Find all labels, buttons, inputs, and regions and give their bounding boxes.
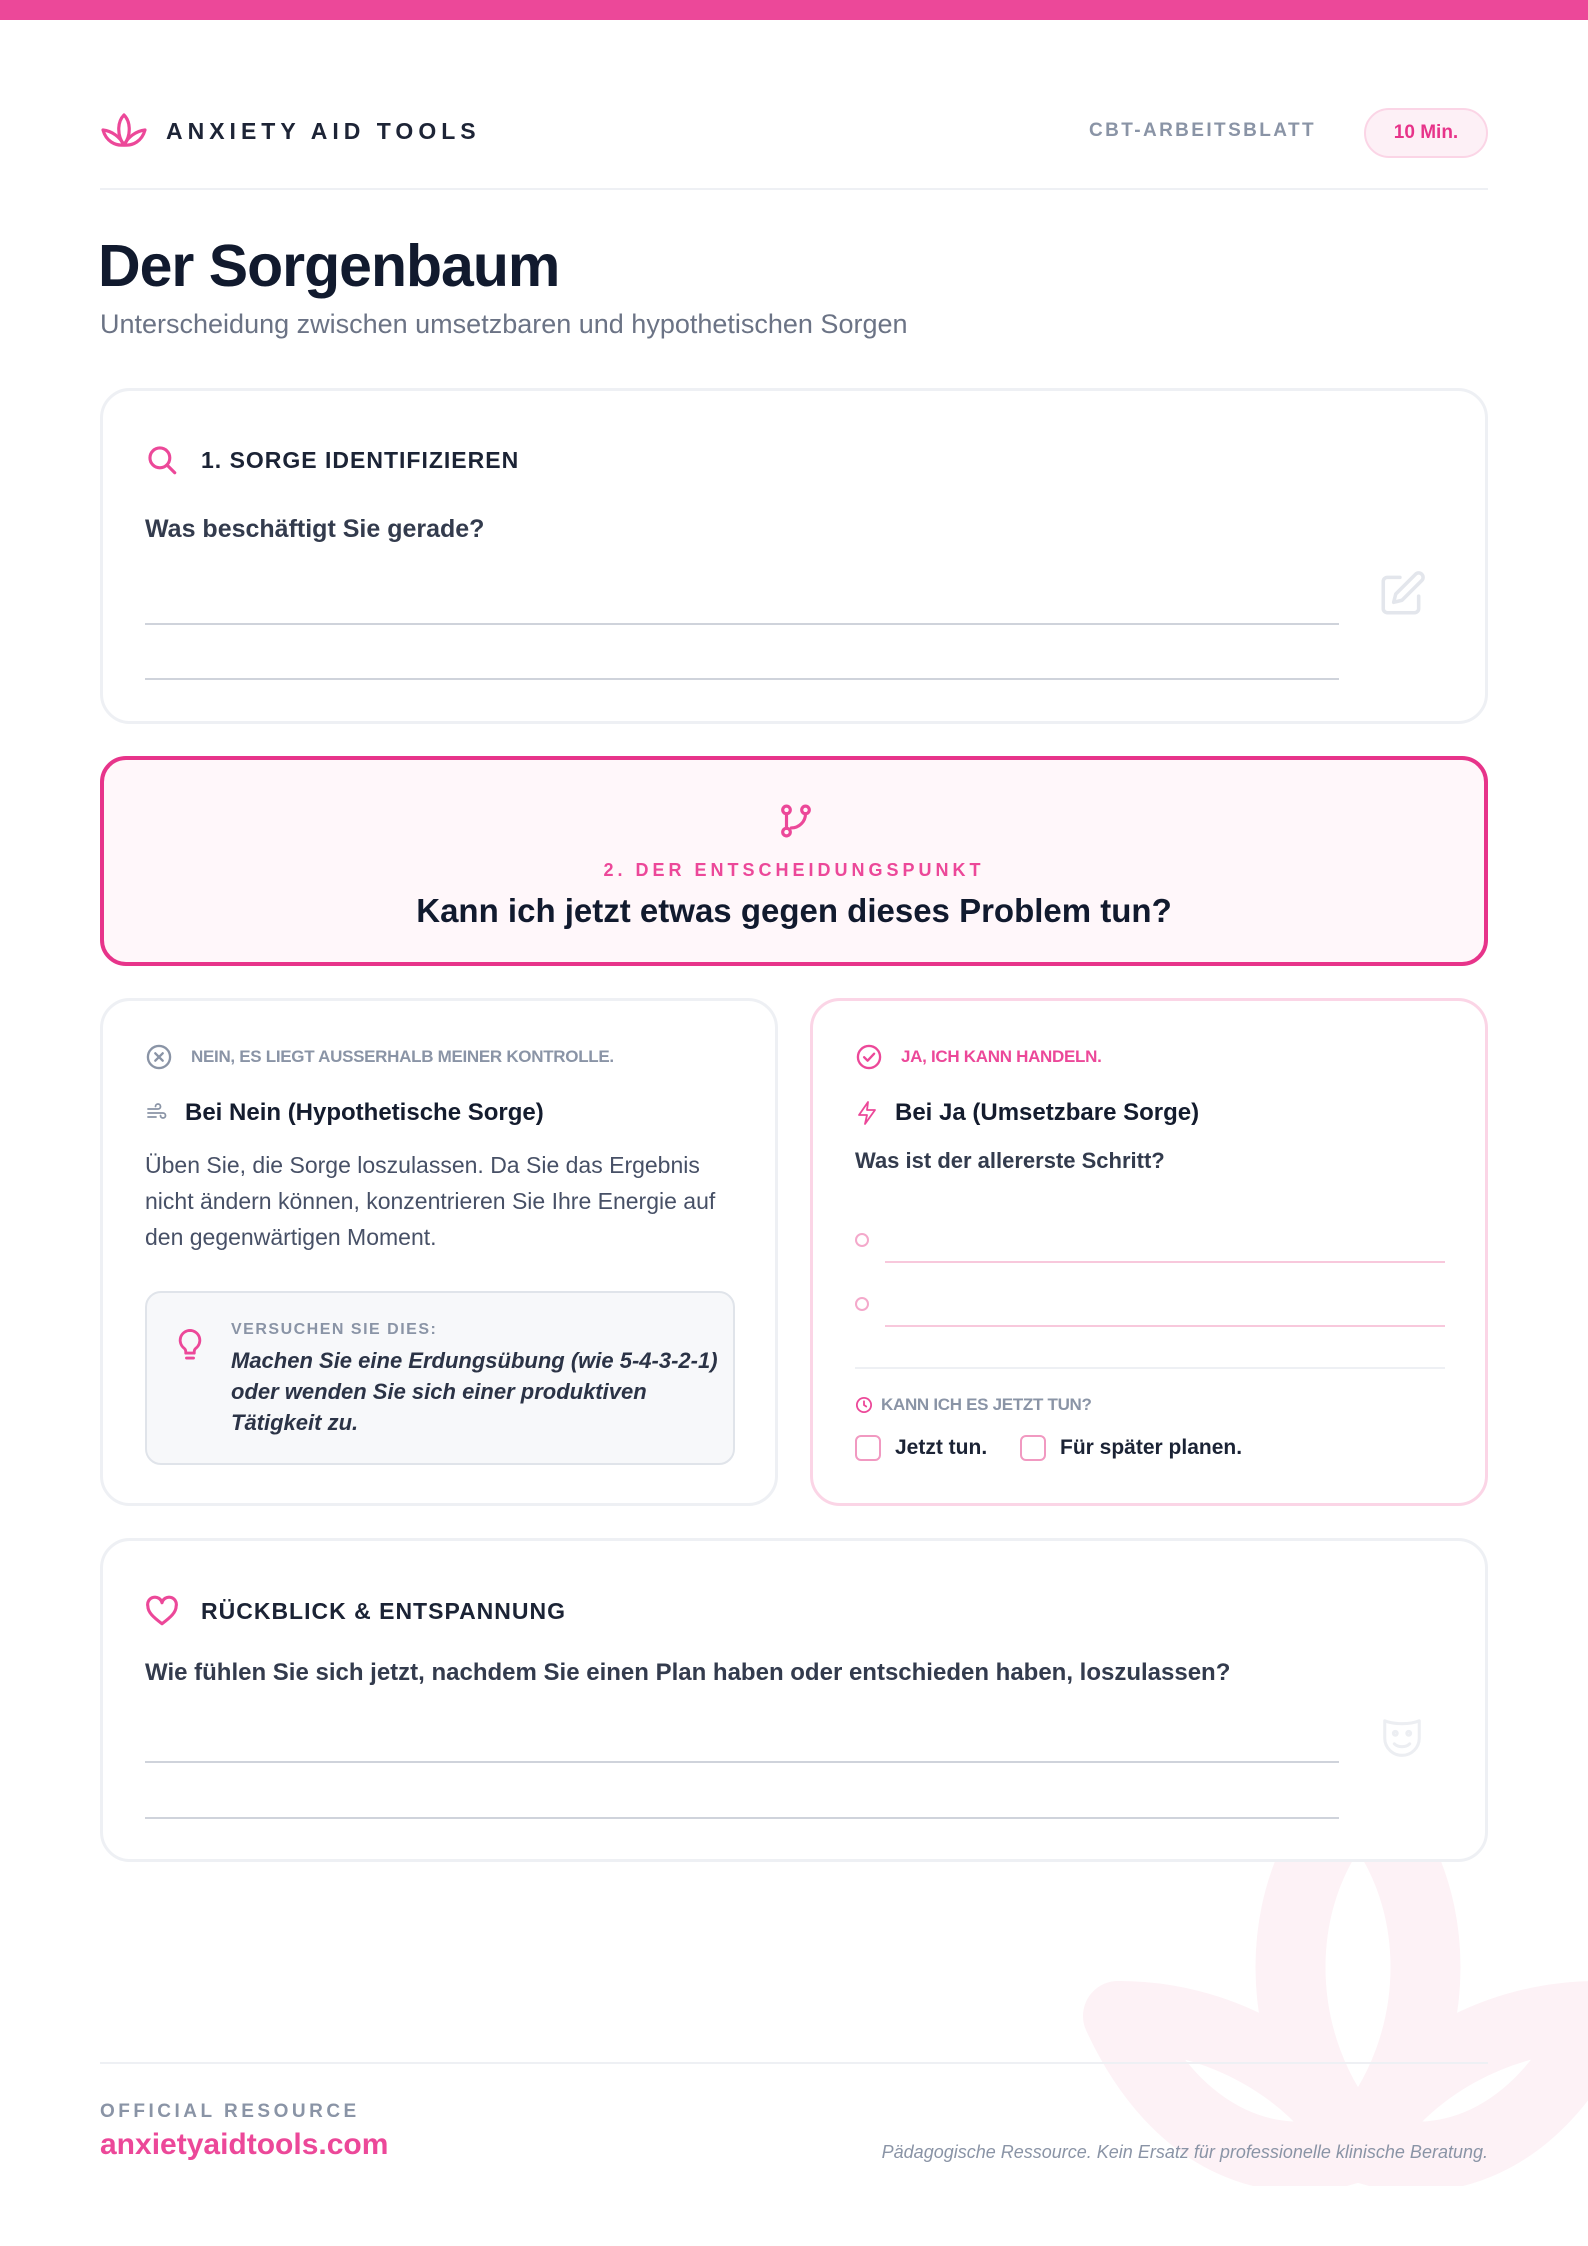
review-card — [100, 1538, 1488, 1862]
lotus-logo-icon — [100, 112, 148, 150]
no-heading-text: Bei Nein (Hypothetische Sorge) — [185, 1099, 544, 1126]
footer-disclaimer: Pädagogische Ressource. Kein Ersatz für professionelle klinische Beratung. — [881, 2142, 1488, 2162]
lightning-icon — [855, 1100, 879, 1126]
no-branch-card — [100, 998, 778, 1506]
checkbox-label: Jetzt tun. — [895, 1436, 988, 1459]
section-header — [145, 443, 519, 477]
section-label: 1. SORGE IDENTIFIZIEREN — [201, 446, 520, 473]
identify-worry-card — [100, 388, 1488, 724]
theater-mask-icon — [1379, 1715, 1425, 1765]
search-icon — [145, 443, 179, 477]
step-input[interactable] — [855, 1287, 1445, 1327]
checkbox[interactable] — [855, 1435, 881, 1461]
step-line — [885, 1261, 1445, 1263]
yes-status-label: JA, ICH KANN HANDELN. — [901, 1047, 1102, 1066]
section-label: RÜCKBLICK & ENTSPANNUNG — [201, 1597, 567, 1624]
tip-text: Machen Sie eine Erdungsübung (wie 5-4-3-2-1) oder wenden Sie sich einer produktiven Tätigkeit zu. — [231, 1348, 718, 1435]
footer-divider — [100, 2062, 1488, 2064]
tip-kicker: VERSUCHEN SIE DIES: — [231, 1321, 438, 1338]
no-body-text: Üben Sie, die Sorge loszulassen. Da Sie das Ergebnis nicht ändern können, konzentrieren Sie Ihre Energie auf den gegenwärtigen Moment. — [145, 1152, 716, 1250]
answer-line[interactable] — [145, 1817, 1339, 1819]
brand — [100, 112, 481, 150]
lightbulb-icon — [173, 1327, 207, 1365]
step-line — [885, 1325, 1445, 1327]
x-circle-icon — [145, 1043, 173, 1071]
do-now-checkbox[interactable] — [855, 1435, 987, 1461]
checkbox-label: Für später planen. — [1060, 1436, 1243, 1459]
section-question: Was beschäftigt Sie gerade? — [145, 515, 485, 543]
page-subtitle: Unterscheidung zwischen umsetzbaren und hypothetischen Sorgen — [100, 309, 908, 339]
header — [100, 108, 1488, 190]
bullet-icon — [855, 1233, 869, 1247]
git-branch-icon — [777, 802, 815, 840]
answer-line[interactable] — [145, 678, 1339, 680]
page-title: Der Sorgenbaum — [98, 233, 560, 299]
footer-kicker: OFFICIAL RESOURCE — [100, 2101, 360, 2122]
heart-icon — [145, 1595, 179, 1627]
step-input[interactable] — [855, 1223, 1445, 1263]
review-question: Wie fühlen Sie sich jetzt, nachdem Sie einen Plan haben oder entschieden haben, loszulassen? — [145, 1659, 1231, 1686]
yes-status — [855, 1043, 1102, 1071]
checkbox[interactable] — [1020, 1435, 1046, 1461]
no-status-label: NEIN, ES LIEGT AUSSERHALB MEINER KONTROLLE. — [191, 1047, 614, 1066]
answer-line[interactable] — [145, 1761, 1339, 1763]
edit-icon — [1377, 569, 1427, 619]
timing-label-text: KANN ICH ES JETZT TUN? — [881, 1395, 1092, 1414]
clock-icon — [855, 1396, 873, 1414]
brand-name: ANXIETY AID TOOLS — [166, 117, 481, 144]
decision-point-card — [100, 756, 1488, 966]
top-accent-bar — [0, 0, 1588, 20]
tip-box — [145, 1291, 735, 1465]
timing-label — [855, 1395, 1092, 1415]
bullet-icon — [855, 1297, 869, 1311]
yes-branch-card — [810, 998, 1488, 1506]
plan-later-checkbox[interactable] — [1020, 1435, 1242, 1461]
check-circle-icon — [855, 1043, 883, 1071]
no-heading — [145, 1099, 544, 1127]
decision-question: Kann ich jetzt etwas gegen dieses Problem tun? — [416, 892, 1172, 929]
divider — [855, 1367, 1445, 1369]
document-type: CBT-ARBEITSBLATT — [1089, 120, 1316, 141]
section-header — [145, 1595, 566, 1627]
yes-heading — [855, 1099, 1199, 1127]
no-status — [145, 1043, 614, 1071]
yes-heading-text: Bei Ja (Umsetzbare Sorge) — [895, 1099, 1200, 1126]
footer-website-link[interactable]: anxietyaidtools.com — [100, 2128, 389, 2161]
duration-badge: 10 Min. — [1364, 108, 1488, 158]
wind-icon — [145, 1101, 169, 1125]
first-step-question: Was ist der allererste Schritt? — [855, 1148, 1165, 1173]
answer-line[interactable] — [145, 623, 1339, 625]
decision-kicker: 2. DER ENTSCHEIDUNGSPUNKT — [603, 860, 985, 880]
